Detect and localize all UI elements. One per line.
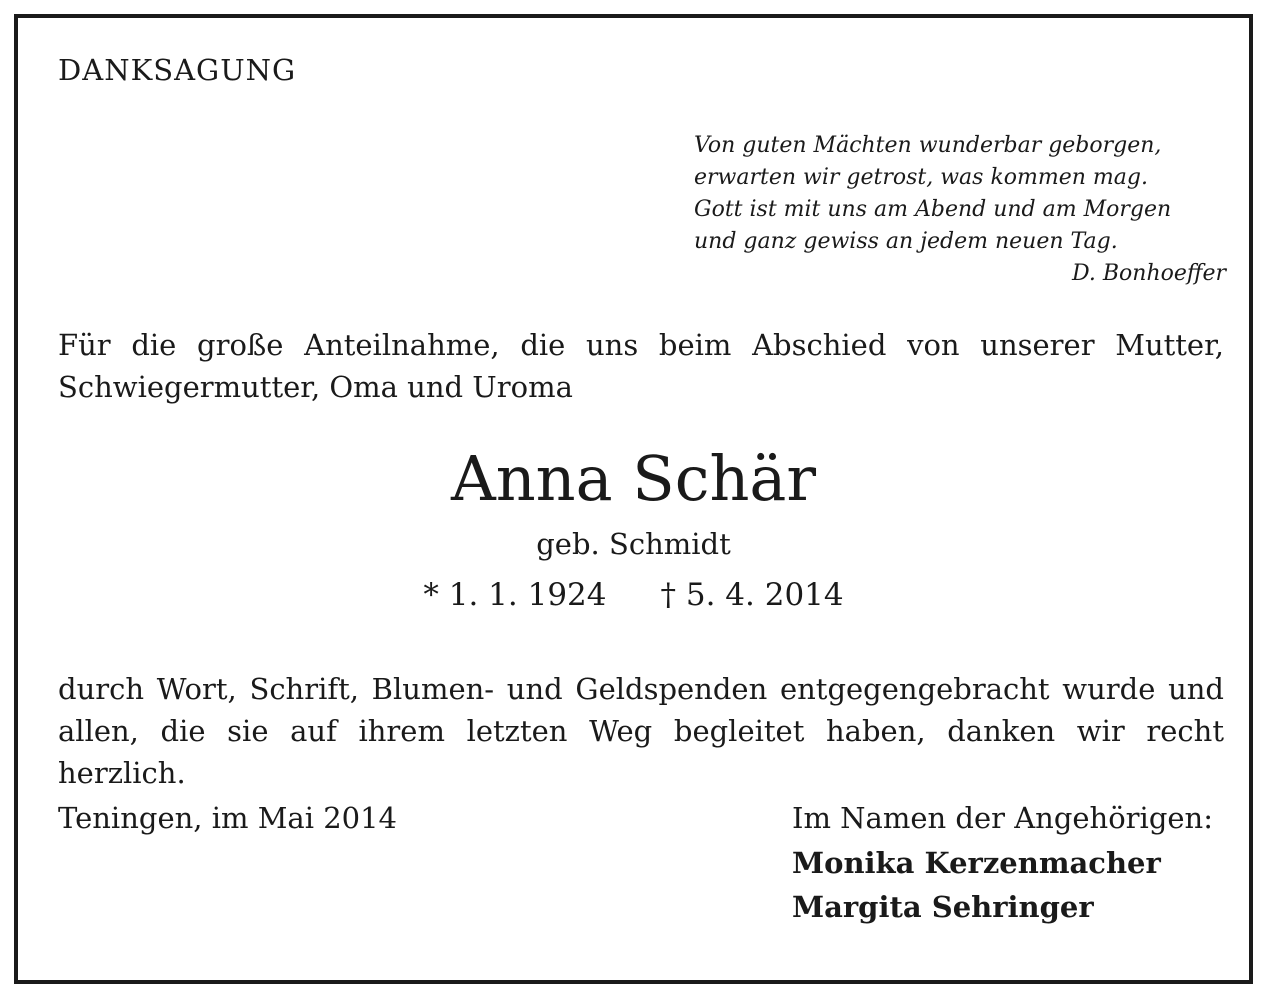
quote-line: und ganz gewiss an jedem neuen Tag. (694, 229, 1118, 254)
thanks-line-2: allen, die sie auf ihrem letzten Weg begleitet haben, danken wir recht herzlich. (58, 714, 1224, 790)
life-dates (18, 577, 1249, 613)
quote-line: erwarten wir getrost, was kommen mag. (694, 165, 1148, 190)
heading: DANKSAGUNG (58, 53, 297, 87)
deceased-name: Anna Schär (450, 442, 817, 515)
quote-line: Gott ist mit uns am Abend und am Morgen (694, 197, 1172, 222)
signer-name: Monika Kerzenmacher (792, 846, 1161, 880)
thanks-line-1: durch Wort, Schrift, Blumen- und Geldspenden entgegengebracht wurde und (58, 672, 1224, 706)
signers-intro: Im Namen der Angehörigen: (792, 801, 1213, 835)
signer-name: Margita Sehringer (792, 890, 1094, 924)
quote-author: D. Bonhoeffer (1072, 261, 1226, 286)
maiden-name: geb. Schmidt (536, 527, 731, 561)
place-and-date: Teningen, im Mai 2014 (58, 801, 397, 835)
obituary-card (14, 14, 1253, 984)
thanks-paragraph (58, 668, 1224, 794)
intro-paragraph (58, 324, 1224, 408)
intro-line-2: Schwiegermutter, Oma und Uroma (58, 370, 573, 404)
quote-line: Von guten Mächten wunderbar geborgen, (694, 133, 1162, 158)
signers-block (792, 801, 1213, 929)
intro-line-1: Für die große Anteilnahme, die uns beim Abschied von unserer Mutter, (58, 328, 1224, 362)
death-date: † 5. 4. 2014 (660, 577, 844, 613)
bonhoeffer-quote (694, 130, 1226, 290)
birth-date: * 1. 1. 1924 (423, 577, 607, 613)
